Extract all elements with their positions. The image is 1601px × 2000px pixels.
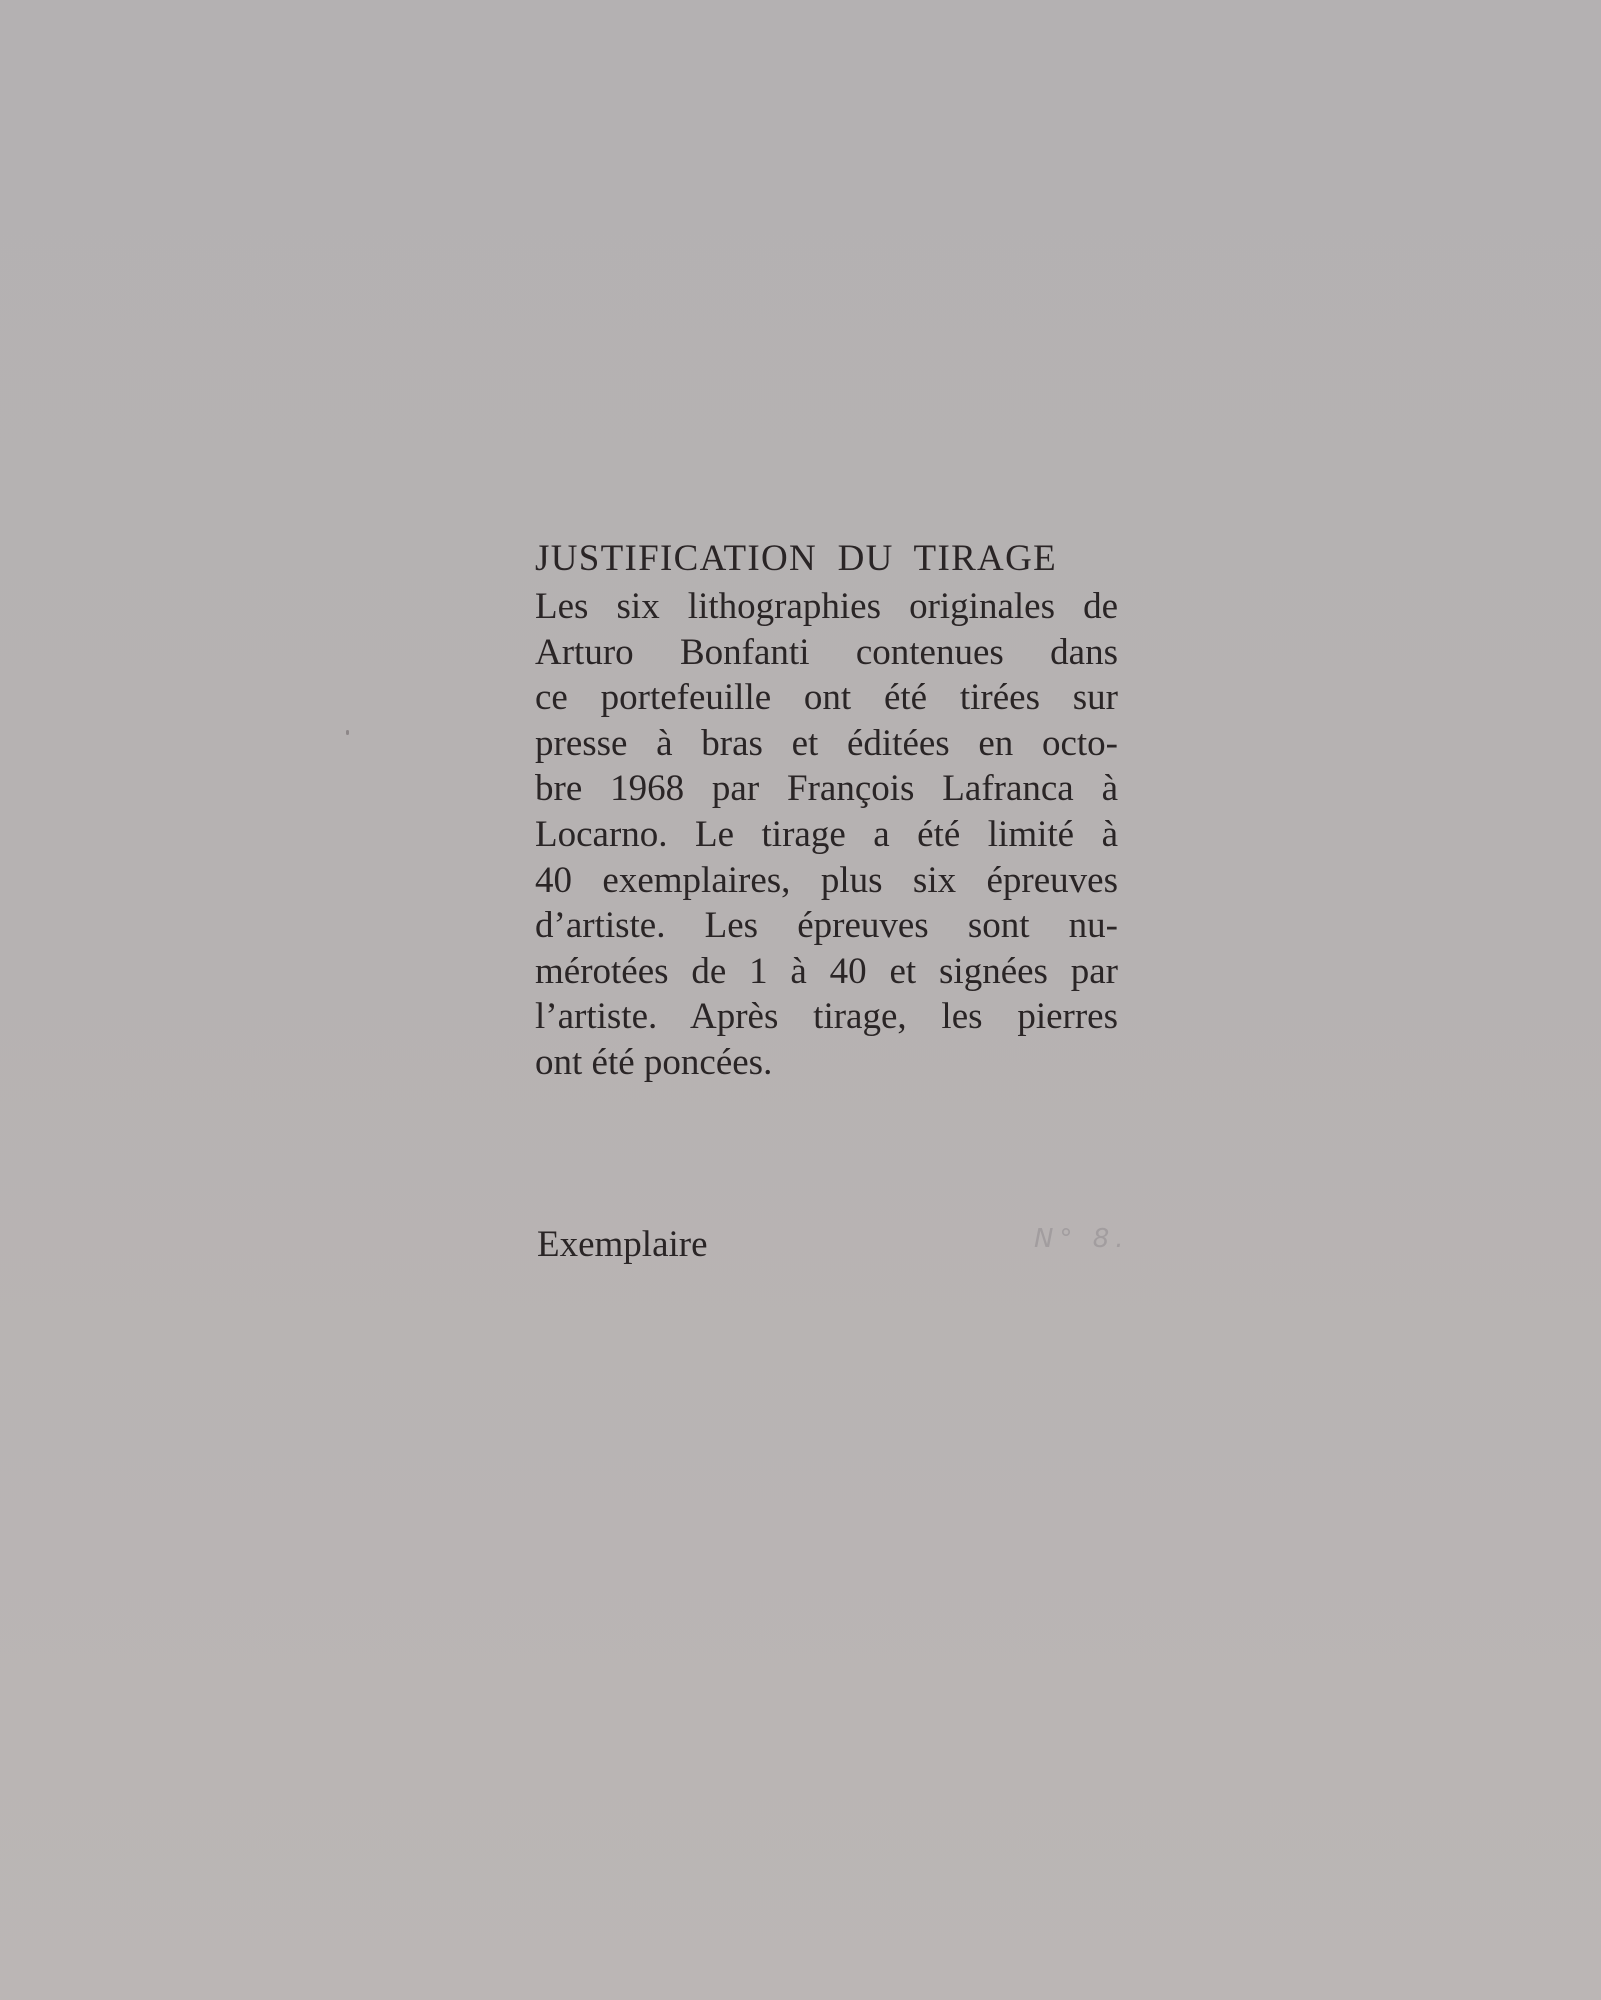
body-line: ce portefeuille ont été tirées sur	[535, 677, 1118, 719]
body-line: presse à bras et éditées en octo-	[535, 722, 1118, 764]
body-line: Arturo Bonfanti contenues dans	[535, 631, 1118, 673]
colophon-block	[535, 536, 1118, 1086]
colophon-body	[535, 584, 1118, 1086]
body-line: l’artiste. Après tirage, les pierres	[535, 996, 1118, 1038]
body-line: d’artiste. Les épreuves sont nu-	[535, 905, 1118, 947]
copy-label: Exemplaire	[537, 1224, 708, 1265]
paper-speck	[346, 730, 349, 735]
body-line: ont été poncées.	[535, 1041, 773, 1083]
body-line: Les six lithographies originales de	[535, 586, 1118, 627]
handwritten-copy-number: N° 8.	[1034, 1224, 1130, 1254]
body-line: Locarno. Le tirage a été limité à	[535, 813, 1118, 855]
copy-number-row	[537, 1222, 1157, 1282]
body-line: bre 1968 par François Lafranca à	[535, 768, 1118, 810]
colophon-heading: JUSTIFICATION DU TIRAGE	[535, 538, 1057, 579]
body-line: mérotées de 1 à 40 et signées par	[535, 950, 1118, 992]
body-line: 40 exemplaires, plus six épreuves	[535, 859, 1118, 901]
